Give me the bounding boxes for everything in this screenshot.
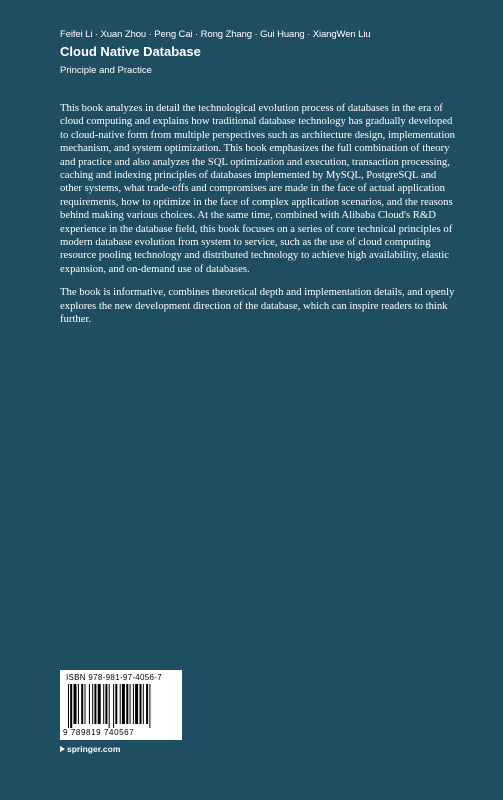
publisher-website-link[interactable] — [60, 744, 120, 754]
blurb-paragraph: This book analyzes in detail the technological evolution process of databases in the era of cloud computing and explains how traditional database technology has gradually developed to cloud-native form from multiple perspectives such as architecture design, implementation mechanism, and system optimization. This book emphasizes the full combination of theory and practice and also analyzes the SQL optimization and execution, transaction processing, caching and indexing principles of databases implemented by MySQL, PostgreSQL and other systems, what trade-offs and compromises are made in the face of actual application requirements, how to optimize in the face of complex application scenarios, and the reasons behind making various choices. At the same time, combined with Alibaba Cloud's R&D experience in the database field, this book focuses on a series of core technical principles of modern database evolution from system to service, such as the use of cloud computing resource pooling technology and distributed technology to achieve high availability, elastic expansion, and on-demand use of databases. — [60, 102, 456, 275]
barcode-icon — [64, 684, 178, 728]
barcode-bar — [89, 684, 90, 724]
book-subtitle: Principle and Practice — [60, 65, 152, 76]
book-title: Cloud Native Database — [60, 44, 201, 59]
barcode-bar — [68, 684, 69, 728]
barcode-bar — [133, 684, 134, 724]
isbn-barcode — [60, 670, 182, 740]
barcode-bar — [109, 684, 110, 728]
barcode-bar — [126, 684, 128, 724]
barcode-digits: 9 789819 740567 — [63, 728, 135, 737]
arrow-right-icon — [60, 746, 65, 752]
barcode-bar — [140, 684, 142, 724]
barcode-bar — [103, 684, 104, 724]
barcode-bar — [70, 684, 72, 728]
publisher-website-text: springer.com — [67, 744, 121, 754]
author-list: Feifei Li · Xuan Zhou · Peng Cai · Rong Zhang · Gui Huang · XiangWen Liu — [60, 29, 371, 40]
barcode-bar — [113, 684, 114, 728]
blurb-paragraph: The book is informative, combines theoretical depth and implementation details, and openly explores the new development direction of the database, which can inspire readers to think further. — [60, 286, 455, 326]
barcode-bar — [135, 684, 138, 724]
barcode-bar — [105, 684, 107, 724]
barcode-bar — [74, 684, 77, 724]
barcode-bar — [94, 684, 96, 724]
barcode-bar — [149, 684, 150, 728]
blurb — [60, 102, 460, 337]
barcode-bar — [98, 684, 101, 724]
barcode-bar — [143, 684, 144, 724]
barcode-bar — [78, 684, 79, 724]
barcode-bar — [122, 684, 125, 724]
barcode-bar — [81, 684, 83, 724]
barcode-bar — [115, 684, 117, 724]
barcode-bar — [85, 684, 86, 724]
barcode-bar — [92, 684, 93, 724]
isbn-number: ISBN 978-981-97-4056-7 — [66, 673, 162, 682]
barcode-bar — [120, 684, 121, 724]
barcode-bar — [130, 684, 131, 724]
barcode-bar — [146, 684, 148, 724]
